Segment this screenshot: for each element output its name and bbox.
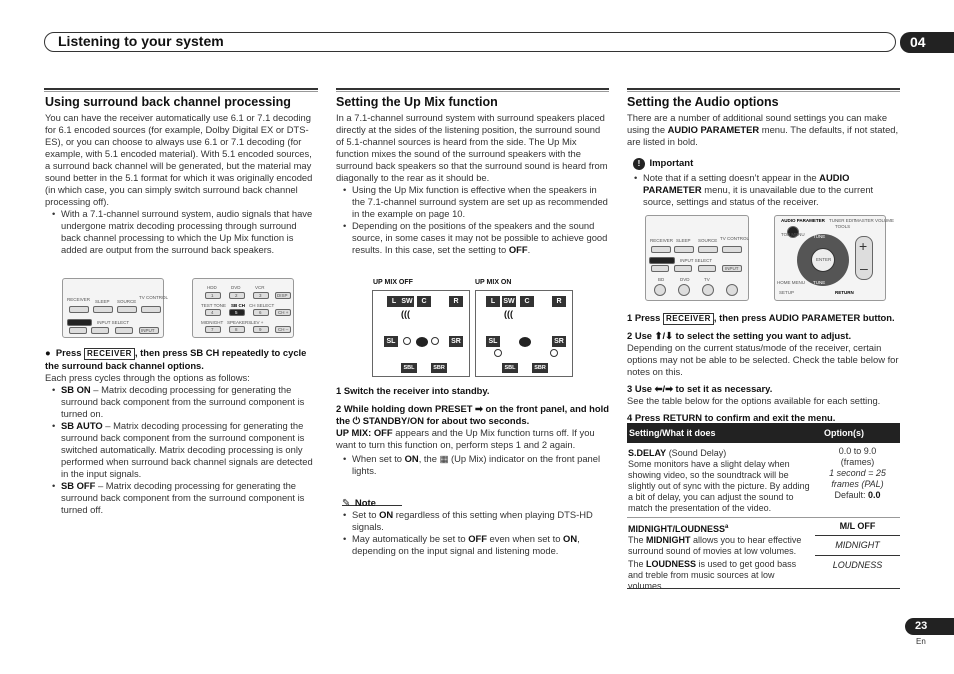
speaker-sbl: SBL: [502, 363, 518, 373]
remote-label: RECEIVER: [67, 297, 91, 302]
option-name: SB AUTO: [61, 420, 103, 431]
step-3: 3 Use ⬅/➡ to set it as necessary.: [627, 383, 773, 394]
remote-button: [698, 246, 718, 253]
remote-label: SLEEP: [95, 299, 110, 304]
bullet-text: (Up Mix) indicator on the front panel lights.: [352, 453, 601, 476]
option-desc: – Matrix decoding processing for generating the surround back component from the surround component is turned off.: [61, 480, 305, 515]
important-item: [643, 172, 900, 208]
bullet-text: .: [527, 244, 531, 255]
remote-label: TUNER EDIT: [829, 218, 856, 223]
remote-label: TV: [704, 277, 710, 282]
table-header-cell: Option(s): [824, 428, 864, 438]
remote-label: 2: [235, 293, 238, 298]
section-body: [627, 112, 900, 148]
remote-label: CH –: [278, 327, 289, 332]
remote-label: SLEEP: [676, 238, 691, 243]
option-value: 0.0 to 9.0: [838, 446, 877, 456]
plus-button: [726, 284, 738, 296]
plus-icon: +: [859, 238, 868, 254]
setting-desc: allows you to hear effective surround sound of movies at low volumes.: [628, 535, 802, 556]
speaker-r: R: [552, 296, 566, 307]
remote-button: [69, 327, 87, 334]
remote-label: 1: [211, 293, 214, 298]
remote-label: 4: [211, 310, 214, 315]
speaker-c: C: [520, 296, 534, 307]
remote-label: ENTER: [816, 257, 832, 262]
section-body: [45, 112, 318, 256]
intro-text: You can have the receiver automatically use 6.1 or 7.1 decoding for 6.1 encoded sources (for example, Dolby Digital EX or DTS-ES), or you can choose to always use 6.1 or 7.1 decoding (for example, with 5.1 encoded material). With 5.1 encoded sources, a surround back channel will be generated, but the material may sound better in the 5.1 format for which it was originally encoded (in which case, you can simply switch surround back channel processing off).: [45, 112, 313, 207]
remote-label: TV CONTROL: [720, 236, 750, 241]
column-rule: [44, 88, 318, 92]
listener-icon: [416, 337, 428, 347]
tv-button: [141, 306, 161, 313]
speaker-sbr: SBR: [431, 363, 447, 373]
intro-text: There are a number of additional sound settings you can make using the: [627, 112, 888, 135]
table-row: [627, 443, 900, 518]
remote-label: LEV +: [251, 320, 264, 325]
table-row: [627, 518, 900, 589]
section-heading: Setting the Audio options: [627, 95, 779, 109]
speaker-sw: SW: [503, 298, 515, 305]
source-button: [117, 306, 137, 313]
remote-label: CH +: [278, 310, 289, 315]
sound-wave-icon: (((: [401, 309, 410, 319]
option-item: [61, 480, 318, 516]
speaker-r: R: [449, 296, 463, 307]
option-default: 0.0: [868, 490, 881, 500]
important-heading: [633, 153, 693, 171]
step-text: Press: [55, 347, 82, 358]
listener-icon: [519, 337, 531, 347]
remote-label: INPUT: [141, 328, 155, 333]
section-body: [336, 112, 609, 256]
receiver-button-label: RECEIVER: [663, 313, 714, 325]
important-label: Important: [649, 158, 694, 169]
setting-separator: /: [672, 524, 676, 534]
remote-label: TOOLS: [835, 224, 851, 229]
dvd-button: [678, 284, 690, 296]
remote-label: BD: [658, 277, 665, 282]
bullet-text: When set to: [352, 453, 405, 464]
steps-block: [627, 312, 900, 424]
option-desc: – Matrix decoding processing for generating the surround back component from the surround component is turned on.: [61, 384, 305, 419]
bullet: [352, 220, 609, 256]
option-value: LOUDNESS: [832, 560, 883, 570]
setting-name: LOUDNESS: [675, 524, 726, 534]
note-heading: [342, 493, 402, 509]
remote-label: SOURCE: [698, 238, 718, 243]
minus-icon: –: [860, 260, 868, 276]
sound-field-icon: [550, 349, 558, 357]
sound-field-icon: [403, 337, 411, 345]
table-header: [627, 423, 900, 443]
remote-label: 7: [211, 327, 214, 332]
intro-text: In a 7.1-channel surround system with surround speakers placed directly at the sides of the listening position, the surround sound of 5.1-channel sources is heard from the side. The Up Mix function mixes the sound of the surround speakers with the surround back speakers so that the surround sound is heard from diagonally to the rear as it should be.: [336, 112, 608, 183]
remote-label: CH SELECT: [249, 303, 275, 308]
page-title: Listening to your system: [58, 33, 224, 49]
table-cell: [815, 518, 900, 575]
receiver-button: [69, 306, 89, 313]
receiver-mode-button: [67, 319, 92, 326]
receiver-button-label: RECEIVER: [84, 348, 135, 360]
bullet-text: Depending on the positions of the speakers and the sound source, in some cases it may not be possible to achieve good results. In this case, set the setting to: [352, 220, 608, 255]
bullet: • With a 7.1-channel surround system, audio signals that have undergone matrix decoding processing through surround back channel processing to which the Up Mix function is added are output from the surround back speakers.: [61, 208, 318, 256]
note-label: Note: [354, 498, 376, 509]
speaker-sr: SR: [449, 336, 463, 347]
speaker-sbl: SBL: [401, 363, 417, 373]
speaker-sbr: SBR: [532, 363, 548, 373]
intro-text: menu. The defaults, if not stated, are listed in bold.: [627, 124, 899, 147]
option-value: MIDNIGHT: [815, 536, 900, 556]
setting-desc-bold: MIDNIGHT: [646, 535, 691, 545]
remote-label: TOP MENU: [781, 232, 805, 237]
chapter-tab: 04: [900, 32, 954, 53]
column-rule: [336, 88, 609, 92]
remote-illustration: [774, 215, 895, 301]
remote-label: TV CONTROL: [139, 295, 169, 300]
step-1: 1 Switch the receiver into standby.: [336, 385, 490, 396]
option-value: (frames): [840, 457, 875, 467]
table-cell: [815, 446, 900, 501]
option-default: M/L OFF: [815, 518, 900, 536]
important-text: menu, it is unavailable due to the current source, settings and status of the receiver.: [643, 184, 874, 207]
setting-name: MIDNIGHT: [628, 524, 673, 534]
sound-field-icon: [431, 337, 439, 345]
speaker-sw: SW: [401, 298, 413, 305]
note-bold: OFF: [468, 533, 487, 544]
note-item: [352, 509, 609, 533]
display-text: UP MIX: OFF: [336, 427, 393, 438]
upmix-off-label: UP MIX OFF: [373, 279, 413, 286]
note-text: , depending on the input signal and listening mode.: [352, 533, 580, 556]
remote-label: TUNE: [813, 280, 826, 285]
setting-desc-bold: LOUDNESS: [646, 559, 697, 569]
column-rule: [627, 88, 900, 92]
remote-label: HOME MENU: [777, 280, 805, 285]
remote-label: 8: [235, 327, 238, 332]
speaker-sl: SL: [486, 336, 500, 347]
speaker-c: C: [417, 296, 431, 307]
remote-label: SETUP: [779, 290, 795, 295]
steps-block: [336, 385, 609, 477]
remote-label: INPUT SELECT: [97, 320, 130, 325]
step-text: , then press SB CH repeatedly to cycle the surround back channel options.: [45, 347, 307, 371]
note-text: Set to: [352, 509, 380, 520]
remote-label: INPUT SELECT: [680, 258, 713, 263]
remote-label: HDD: [207, 285, 217, 290]
remote-illustration: [62, 278, 169, 338]
step-2: 2 While holding down PRESET ➡ on the front panel, and hold the ⏻ STANDBY/ON for about two seconds.: [336, 403, 609, 426]
remote-label: SOURCE: [117, 299, 137, 304]
remote-label: MIDNIGHT: [201, 320, 224, 325]
footnote-marker: a: [725, 524, 729, 530]
remote-label: SPEAKERS: [227, 320, 252, 325]
option-item: [61, 420, 318, 480]
note-body: [336, 509, 609, 557]
speaker-sl: SL: [384, 336, 398, 347]
speaker-l: L: [486, 296, 500, 307]
speaker-l: L: [387, 296, 401, 307]
remote-label: 9: [259, 327, 262, 332]
step-text: appears and the Up Mix function turns off. If you want to turn this function on, perform steps 1 and 2 again.: [336, 427, 595, 450]
step-2: 2 Use ⬆/⬇ to select the setting you want to adjust.: [627, 330, 852, 341]
section-heading: Setting the Up Mix function: [336, 95, 498, 109]
remote-label: 5: [235, 310, 238, 315]
bullet: • Using the Up Mix function is effective when the speakers in the 7.1-channel surround system are set up as recommended in the example on page 10.: [352, 184, 609, 220]
remote-button: [698, 265, 716, 272]
option-desc: – Matrix decoding processing for generating the surround back component from the surround component is switched automatically. Matrix decoding processing is only performed when surround back channel signals are detected in the input signals.: [61, 420, 313, 479]
option-value: frames (PAL): [831, 479, 884, 489]
setting-desc: is used to get good bass and treble from music sources at low volumes.: [628, 559, 797, 591]
step-text: , then press AUDIO PARAMETER button.: [713, 312, 895, 323]
remote-label: TUNE: [813, 234, 826, 239]
bullet-bold: ON: [404, 453, 419, 464]
step-text: See the table below for the options available for each setting.: [627, 395, 881, 406]
note-bold: ON: [563, 533, 578, 544]
bullet-bold: OFF: [508, 244, 528, 255]
table-cell: [628, 448, 813, 514]
remote-label: 6: [259, 310, 262, 315]
sound-wave-icon: (((: [504, 309, 513, 319]
remote-button: [722, 246, 742, 253]
remote-illustration: [645, 215, 749, 301]
remote-illustration: [192, 278, 294, 338]
remote-label: SB CH: [231, 303, 246, 308]
remote-button: [115, 327, 133, 334]
setting-desc: Some monitors have a slight delay when showing video, so the soundtrack will be slightly out of sync with the picture. By adding a bit of delay, you can adjust the sound to match the presentation of the video.: [628, 459, 810, 513]
remote-label: DVD: [231, 285, 241, 290]
table-header-cell: Setting/What it does: [629, 428, 716, 438]
sound-field-icon: [494, 349, 502, 357]
option-value: 1 second = 25: [829, 468, 886, 478]
upmix-off-diagram: [372, 290, 470, 377]
remote-label: DVD: [680, 277, 690, 282]
receiver-mode-button: [649, 257, 675, 264]
bd-button: [654, 284, 666, 296]
bullet: [352, 453, 609, 477]
important-icon: !: [633, 158, 645, 170]
option-item: [61, 384, 318, 420]
remote-label: TEST TONE: [201, 303, 227, 308]
note-item: [352, 533, 609, 557]
step-block: [45, 347, 318, 516]
remote-label: MASTER VOLUME: [855, 218, 895, 223]
option-value: Default:: [834, 490, 868, 500]
setting-desc: The: [628, 559, 647, 569]
note-text: even when set to: [486, 533, 564, 544]
page-number: 23: [905, 618, 954, 635]
remote-button: [91, 327, 109, 334]
option-name: SB OFF: [61, 480, 96, 491]
settings-table: [627, 423, 900, 589]
language-label: En: [916, 637, 926, 646]
upmix-on-diagram: [475, 290, 573, 377]
remote-button: [674, 265, 692, 272]
remote-label: 3: [259, 293, 262, 298]
important-text: Note that if a setting doesn’t appear in the: [643, 172, 820, 183]
bullet-text: , the: [418, 453, 440, 464]
speaker-sr: SR: [552, 336, 566, 347]
table-cell: [628, 522, 813, 592]
sleep-button: [93, 306, 113, 313]
tv-button: [702, 284, 714, 296]
remote-button: [674, 246, 694, 253]
upmix-on-label: UP MIX ON: [475, 279, 512, 286]
section-heading: Using surround back channel processing: [45, 95, 291, 109]
step-text: 1 Press: [627, 312, 661, 323]
important-bold: AUDIO PARAMETER: [643, 172, 850, 195]
remote-label: VCR: [255, 285, 265, 290]
remote-label: RETURN: [835, 290, 854, 295]
remote-label: DISP: [277, 293, 288, 298]
setting-desc: The: [628, 535, 647, 545]
note-bold: ON: [379, 509, 394, 520]
pencil-icon: ✎: [342, 498, 351, 509]
remote-label: INPUT: [725, 266, 739, 271]
upmix-indicator-icon: ▦: [439, 453, 449, 464]
important-body: [627, 172, 900, 208]
bullet-dot: ●: [45, 347, 56, 358]
option-name: SB ON: [61, 384, 91, 395]
remote-label: RECEIVER: [650, 238, 674, 243]
setting-subname: (Sound Delay): [666, 448, 727, 458]
remote-button: [651, 265, 669, 272]
remote-button: [651, 246, 671, 253]
step-4: 4 Press RETURN to confirm and exit the menu.: [627, 412, 836, 423]
note-text: May automatically be set to: [352, 533, 469, 544]
setting-name: S.DELAY: [628, 448, 667, 458]
remote-label: AUDIO PARAMETER: [781, 218, 825, 223]
intro-bold: AUDIO PARAMETER: [667, 124, 760, 135]
step-text: Depending on the current status/mode of the receiver, certain options may not be able to be selected. Check the table below for notes on this.: [627, 342, 899, 377]
note-text: regardless of this setting when playing DTS-HD signals.: [352, 509, 593, 532]
cycle-text: Each press cycles through the options as follows:: [45, 372, 250, 383]
